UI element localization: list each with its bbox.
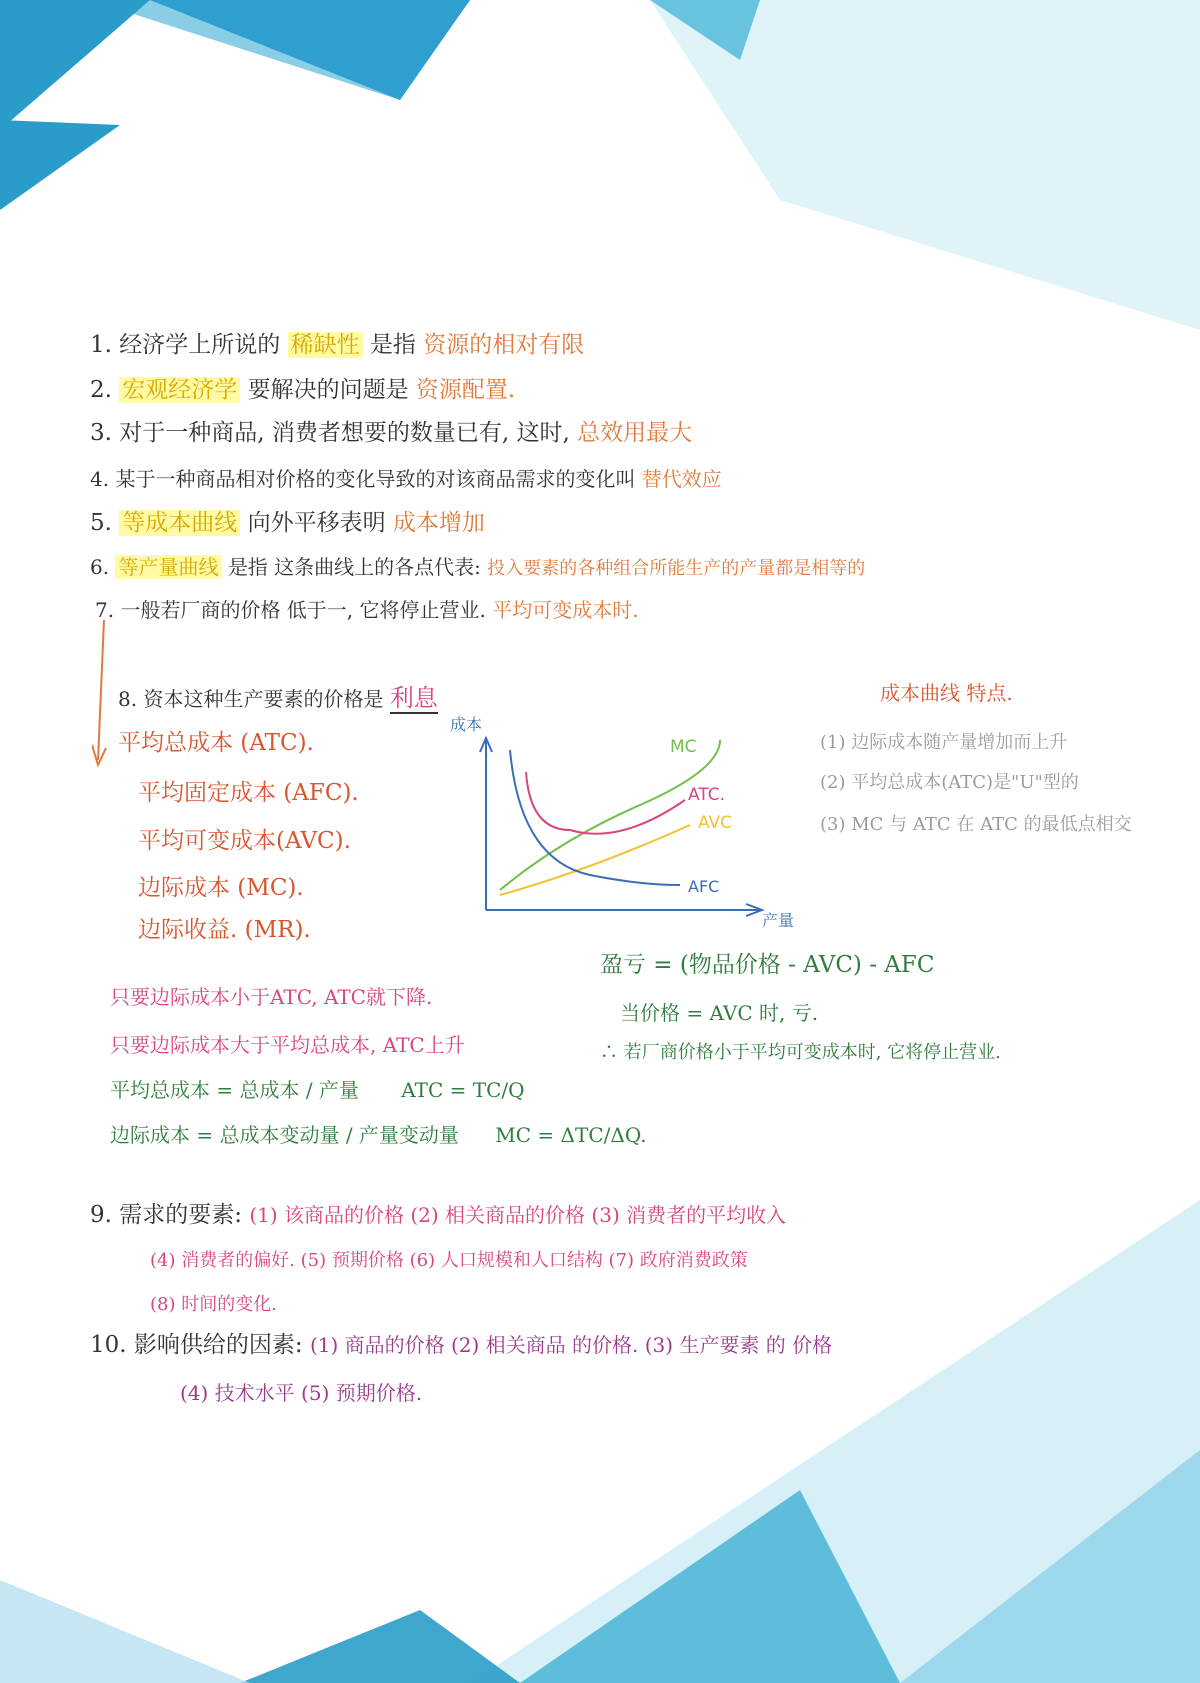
item9-line-2: (4) 消费者的偏好. (5) 预期价格 (6) 人口规模和人口结构 (7) 政府消费政策 [150, 1250, 748, 1271]
item7-prefix: 7. 一般若厂商的价格 低于一, 它将停止营业. [95, 598, 486, 622]
definition-mc [110, 1120, 647, 1150]
item6-mid: 是指 这条曲线上的各点代表: [227, 555, 481, 579]
curve-atc-label: ATC. [688, 785, 725, 805]
item2-prefix: 2. [90, 377, 112, 403]
note-item-6 [90, 552, 865, 584]
item9-title: 9. 需求的要素: [90, 1202, 243, 1228]
item2-answer: 资源配置. [415, 377, 516, 403]
item1-prefix: 1. 经济学上所说的 [90, 332, 281, 358]
item10-title: 10. 影响供给的因素: [90, 1332, 303, 1358]
item9-line-1: (1) 该商品的价格 (2) 相关商品的价格 (3) 消费者的平均收入 [249, 1203, 787, 1227]
definition-atc-text: 平均总成本 = 总成本 / 产量 [110, 1078, 359, 1102]
feature-1: (1) 边际成本随产量增加而上升 [820, 732, 1068, 753]
note-item-3 [90, 418, 692, 448]
curve-mc [500, 740, 720, 890]
curve-atc [526, 772, 685, 834]
rule-1: 只要边际成本小于ATC, ATC就下降. [110, 985, 433, 1009]
note-item-5 [90, 508, 485, 538]
term-avc: 平均可变成本(AVC). [138, 828, 351, 854]
note-item-9 [90, 1200, 786, 1230]
definition-atc-formula: ATC = TC/Q [401, 1078, 525, 1102]
item8-prefix: 8. 资本这种生产要素的价格是 [118, 687, 384, 711]
curve-afc-label: AFC [688, 877, 720, 896]
profit-line-2: 当价格 = AVC 时, 亏. [620, 1001, 819, 1025]
item1-mid: 是指 [369, 332, 416, 358]
down-arrow-icon [92, 620, 108, 770]
item9-line-3: (8) 时间的变化. [150, 1294, 277, 1315]
item2-mid: 要解决的问题是 [247, 377, 409, 403]
rule-2: 只要边际成本大于平均总成本, ATC上升 [110, 1033, 465, 1057]
item5-term: 等成本曲线 [119, 510, 240, 536]
item6-term: 等产量曲线 [115, 555, 221, 579]
curve-avc-label: AVC [698, 813, 733, 833]
term-mc: 边际成本 (MC). [138, 875, 304, 901]
note-item-1 [90, 330, 584, 360]
item3-prefix: 3. 对于一种商品, 消费者想要的数量已有, 这时, [90, 420, 570, 446]
curve-mc-label: MC [670, 737, 697, 757]
note-item-2 [90, 375, 515, 405]
note-item-7 [95, 595, 639, 625]
item1-answer: 资源的相对有限 [423, 332, 585, 358]
note-item-10 [90, 1330, 832, 1360]
graph-y-label: 成本 [450, 715, 483, 734]
note-item-8 [118, 683, 438, 714]
term-afc: 平均固定成本 (AFC). [138, 780, 359, 806]
item1-term: 稀缺性 [288, 332, 363, 358]
definition-atc [110, 1075, 525, 1105]
note-item-4 [90, 464, 722, 494]
item3-answer: 总效用最大 [577, 420, 693, 446]
profit-line-3: ∴ 若厂商价格小于平均可变成本时, 它将停止营业. [600, 1042, 1001, 1063]
item6-prefix: 6. [90, 555, 110, 579]
item5-prefix: 5. [90, 510, 112, 536]
cost-curves-graph [450, 710, 830, 950]
item5-mid: 向外平移表明 [247, 510, 386, 536]
item4-prefix: 4. 某于一种商品相对价格的变化导致的对该商品需求的变化叫 [90, 467, 636, 491]
feature-3: (3) MC 与 ATC 在 ATC 的最低点相交 [820, 814, 1132, 835]
features-title: 成本曲线 特点. [880, 681, 1013, 705]
item7-answer: 平均可变成本时. [492, 598, 639, 622]
item10-line-2: (4) 技术水平 (5) 预期价格. [180, 1381, 423, 1405]
term-atc: 平均总成本 (ATC). [118, 730, 314, 756]
graph-x-label: 产量 [762, 911, 795, 930]
profit-formula: 盈亏 = (物品价格 - AVC) - AFC [600, 952, 935, 978]
item2-term: 宏观经济学 [119, 377, 240, 403]
item10-line-1: (1) 商品的价格 (2) 相关商品 的价格. (3) 生产要素 的 价格 [309, 1333, 833, 1357]
item8-answer: 利息 [389, 684, 438, 712]
definition-mc-text: 边际成本 = 总成本变动量 / 产量变动量 [110, 1123, 459, 1147]
definition-mc-formula: MC = ΔTC/ΔQ. [495, 1123, 647, 1147]
term-mr: 边际收益. (MR). [138, 917, 311, 943]
item5-answer: 成本增加 [392, 510, 485, 536]
item4-answer: 替代效应 [641, 467, 722, 491]
feature-2: (2) 平均总成本(ATC)是"U"型的 [820, 772, 1079, 793]
item6-answer: 投入要素的各种组合所能生产的产量都是相等的 [487, 558, 866, 579]
